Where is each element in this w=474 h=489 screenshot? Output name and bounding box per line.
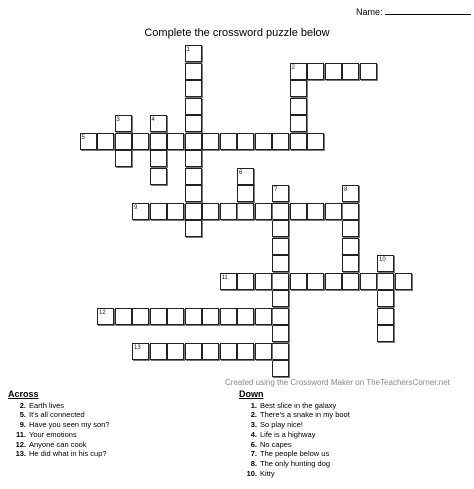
grid-cell[interactable] bbox=[307, 63, 324, 80]
clue-item bbox=[8, 410, 109, 420]
grid-cell[interactable] bbox=[202, 308, 219, 325]
grid-cell[interactable] bbox=[272, 360, 289, 377]
clue-item-number: 4. bbox=[250, 429, 257, 439]
clue-item-text: The only hunting dog bbox=[260, 458, 331, 468]
grid-cell[interactable] bbox=[132, 133, 149, 150]
clue-item-text: The people below us bbox=[260, 449, 330, 459]
grid-cell[interactable] bbox=[290, 203, 307, 220]
clue-item-text: Life is a highway bbox=[260, 429, 316, 439]
grid-cell[interactable] bbox=[237, 343, 254, 360]
clue-item bbox=[239, 410, 350, 420]
grid-cell[interactable] bbox=[150, 150, 167, 167]
clue-item bbox=[8, 420, 109, 430]
grid-cell[interactable] bbox=[185, 115, 202, 132]
clue-item-number: 5. bbox=[19, 410, 26, 420]
grid-cell[interactable] bbox=[255, 308, 272, 325]
clue-item-number: 1. bbox=[250, 400, 257, 410]
grid-cell[interactable] bbox=[167, 133, 184, 150]
clue-number: 7 bbox=[274, 187, 278, 193]
grid-cell[interactable] bbox=[272, 343, 289, 360]
clue-item-text: Best slice in the galaxy bbox=[260, 400, 337, 410]
grid-cell[interactable] bbox=[150, 168, 167, 185]
grid-cell[interactable] bbox=[132, 308, 149, 325]
grid-cell[interactable] bbox=[255, 273, 272, 290]
down-clue-list bbox=[239, 401, 350, 479]
grid-cell[interactable] bbox=[360, 273, 377, 290]
clue-item bbox=[239, 459, 350, 469]
grid-cell[interactable] bbox=[325, 63, 342, 80]
grid-cell[interactable] bbox=[115, 150, 132, 167]
clue-item-number: 6. bbox=[250, 439, 257, 449]
grid-cell[interactable] bbox=[167, 308, 184, 325]
grid-cell[interactable] bbox=[150, 343, 167, 360]
clue-item-text: Earth lives bbox=[29, 400, 65, 410]
grid-cell[interactable] bbox=[342, 238, 359, 255]
grid-cell[interactable] bbox=[377, 308, 394, 325]
grid-cell[interactable] bbox=[185, 80, 202, 97]
grid-cell[interactable] bbox=[377, 290, 394, 307]
clue-number: 12 bbox=[99, 309, 106, 316]
grid-cell[interactable] bbox=[220, 203, 237, 220]
clue-number: 3 bbox=[116, 117, 120, 123]
credit-text: Created using the Crossword Maker on TheTeachersCorner.net bbox=[225, 378, 450, 387]
grid-cell[interactable] bbox=[115, 133, 132, 150]
across-clue-list bbox=[8, 401, 109, 459]
grid-cell[interactable] bbox=[325, 203, 342, 220]
clue-item bbox=[239, 430, 350, 440]
down-clues bbox=[239, 390, 350, 478]
grid-cell[interactable] bbox=[237, 308, 254, 325]
clue-item-number: 9. bbox=[19, 420, 26, 430]
grid-cell[interactable] bbox=[342, 63, 359, 80]
grid-cell[interactable] bbox=[325, 273, 342, 290]
grid-cell[interactable] bbox=[220, 343, 237, 360]
grid-cell[interactable] bbox=[150, 308, 167, 325]
grid-cell[interactable] bbox=[377, 273, 394, 290]
clue-number: 11 bbox=[221, 274, 228, 281]
grid-cell[interactable] bbox=[237, 185, 254, 202]
clue-item-text: No capes bbox=[260, 439, 292, 449]
clue-item-number: 2. bbox=[250, 410, 257, 420]
clue-item bbox=[8, 401, 109, 411]
grid-cell[interactable] bbox=[185, 133, 202, 150]
grid-cell[interactable] bbox=[185, 203, 202, 220]
grid-cell[interactable] bbox=[272, 273, 289, 290]
grid-cell[interactable] bbox=[290, 133, 307, 150]
clue-item-number: 7. bbox=[250, 449, 257, 459]
grid-cell[interactable] bbox=[185, 168, 202, 185]
clue-item bbox=[239, 401, 350, 411]
grid-cell[interactable] bbox=[290, 80, 307, 97]
clue-item-text: So play nice! bbox=[260, 420, 303, 430]
grid-cell[interactable] bbox=[360, 63, 377, 80]
clue-item bbox=[239, 440, 350, 450]
down-heading: Down bbox=[239, 389, 264, 399]
clue-item-number: 3. bbox=[250, 420, 257, 430]
grid-cell[interactable] bbox=[202, 203, 219, 220]
clue-number: 8 bbox=[344, 187, 348, 193]
grid-cell[interactable] bbox=[290, 115, 307, 132]
across-heading: Across bbox=[8, 389, 39, 399]
grid-cell[interactable] bbox=[272, 203, 289, 220]
grid-cell[interactable] bbox=[220, 308, 237, 325]
clue-number: 13 bbox=[134, 344, 141, 351]
grid-cell[interactable] bbox=[150, 203, 167, 220]
grid-cell[interactable] bbox=[255, 133, 272, 150]
grid-cell[interactable] bbox=[307, 273, 324, 290]
clue-item-text: Kitty bbox=[260, 468, 275, 478]
clue-number: 10 bbox=[379, 257, 386, 263]
grid-cell[interactable] bbox=[290, 98, 307, 115]
clue-number: 5 bbox=[81, 134, 85, 141]
grid-cell[interactable] bbox=[290, 273, 307, 290]
grid-cell[interactable] bbox=[272, 308, 289, 325]
clue-item-number: 11. bbox=[15, 429, 26, 439]
grid-cell[interactable] bbox=[377, 325, 394, 342]
grid-cell[interactable] bbox=[395, 273, 412, 290]
grid-cell[interactable] bbox=[150, 133, 167, 150]
clue-item bbox=[8, 430, 109, 440]
clue-item-text: Your emotions bbox=[29, 429, 77, 439]
clue-item-text: Anyone can cook bbox=[29, 439, 87, 449]
grid-cell[interactable] bbox=[272, 220, 289, 237]
clue-item-number: 8. bbox=[250, 458, 257, 468]
grid-cell[interactable] bbox=[237, 273, 254, 290]
grid-cell[interactable] bbox=[255, 203, 272, 220]
grid-cell[interactable] bbox=[272, 325, 289, 342]
grid-cell[interactable] bbox=[185, 185, 202, 202]
clue-item bbox=[8, 449, 109, 459]
clue-item bbox=[239, 449, 350, 459]
clue-item-number: 10. bbox=[246, 468, 257, 478]
grid-cell[interactable] bbox=[167, 343, 184, 360]
grid-cell[interactable] bbox=[272, 255, 289, 272]
grid-cell[interactable] bbox=[342, 220, 359, 237]
across-clues bbox=[8, 390, 109, 459]
grid-cell[interactable] bbox=[307, 133, 324, 150]
clue-number: 1 bbox=[186, 47, 190, 53]
page-title: Complete the crossword puzzle below bbox=[144, 27, 330, 39]
grid-cell[interactable] bbox=[272, 133, 289, 150]
clue-item-text: He did what in his cup? bbox=[29, 449, 107, 459]
grid-cell[interactable] bbox=[202, 343, 219, 360]
grid-cell[interactable] bbox=[185, 63, 202, 80]
grid-cell[interactable] bbox=[185, 308, 202, 325]
grid-cell[interactable] bbox=[220, 133, 237, 150]
clue-item bbox=[239, 469, 350, 479]
clue-item-number: 13. bbox=[15, 449, 26, 459]
grid-cell[interactable] bbox=[255, 343, 272, 360]
clue-number: 4 bbox=[151, 117, 155, 123]
clue-item bbox=[8, 440, 109, 450]
grid-cell[interactable] bbox=[97, 133, 114, 150]
clue-number: 6 bbox=[239, 169, 243, 176]
clue-number: 9 bbox=[134, 204, 138, 211]
clue-item-text: There's a snake in my boot bbox=[260, 410, 350, 420]
grid-cell[interactable] bbox=[272, 290, 289, 307]
grid-cell[interactable] bbox=[185, 150, 202, 167]
grid-cell[interactable] bbox=[272, 238, 289, 255]
name-label: Name: bbox=[356, 7, 383, 17]
grid-cell[interactable] bbox=[202, 133, 219, 150]
grid-cell[interactable] bbox=[185, 98, 202, 115]
grid-cell[interactable] bbox=[167, 203, 184, 220]
grid-cell[interactable] bbox=[185, 343, 202, 360]
grid-cell[interactable] bbox=[185, 220, 202, 237]
clue-item-number: 12. bbox=[15, 439, 26, 449]
clue-item bbox=[239, 420, 350, 430]
grid-cell[interactable] bbox=[342, 203, 359, 220]
clue-item-text: Have you seen my son? bbox=[29, 420, 110, 430]
grid-cell[interactable] bbox=[237, 133, 254, 150]
grid-cell[interactable] bbox=[342, 255, 359, 272]
grid-cell[interactable] bbox=[115, 308, 132, 325]
grid-cell[interactable] bbox=[342, 273, 359, 290]
clue-item-number: 2. bbox=[19, 400, 26, 410]
clue-number: 2 bbox=[291, 64, 295, 71]
clue-item-text: It's all connected bbox=[29, 410, 85, 420]
grid-cell[interactable] bbox=[307, 203, 324, 220]
grid-cell[interactable] bbox=[237, 203, 254, 220]
